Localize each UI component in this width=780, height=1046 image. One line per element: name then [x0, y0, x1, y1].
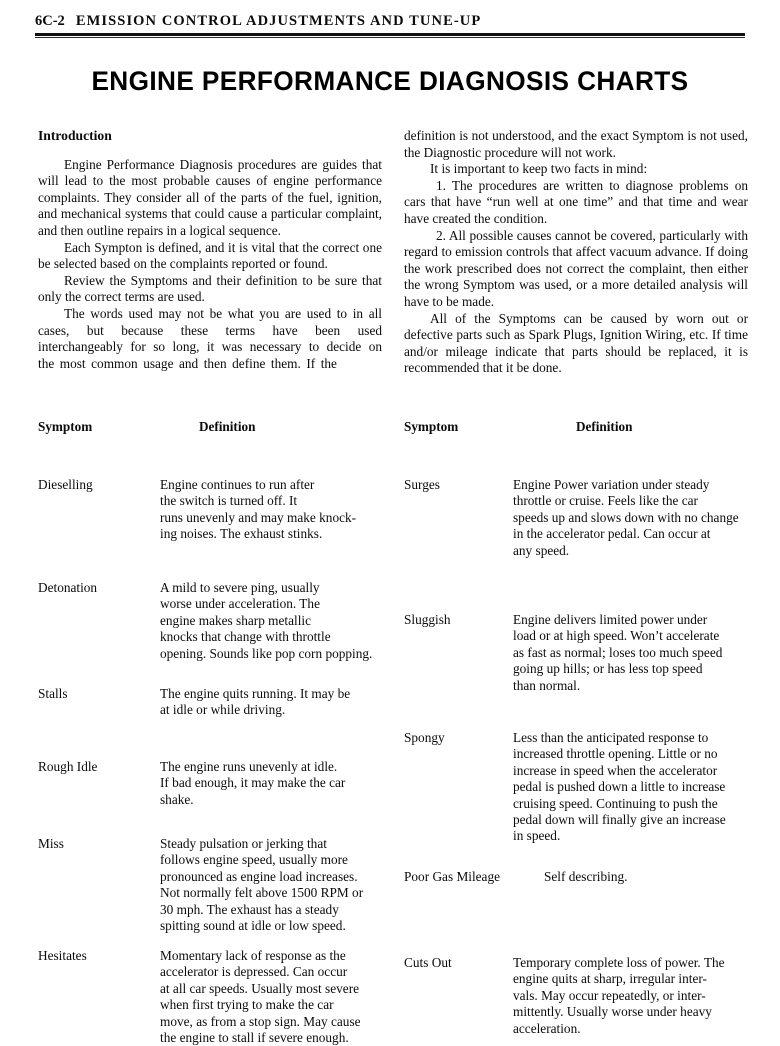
definition-line: If bad enough, it may make the car	[160, 775, 346, 791]
definition-text	[160, 759, 390, 808]
definition-text	[160, 477, 390, 543]
intro-column-right	[404, 128, 748, 377]
definition-line: the engine to stall if severe enough.	[160, 1030, 349, 1046]
table-rows-left	[38, 445, 383, 1046]
definition-line: than normal.	[513, 677, 581, 693]
symptom-label: Miss	[38, 836, 64, 851]
definition-line: the switch is turned off. It	[160, 493, 298, 509]
symptom-label: Spongy	[404, 730, 445, 745]
definition-line: increase in speed when the accelerator	[513, 762, 718, 778]
definition-text	[160, 836, 390, 934]
definition-text	[513, 730, 758, 845]
intro-heading: Introduction	[38, 128, 112, 143]
symptom-label: Detonation	[38, 580, 98, 595]
intro-paragraph-numbered: 1. The procedures are written to diagnose problems on cars that have “run well at one time” and that time and wear have created the condition.	[404, 177, 748, 226]
definition-line: Engine continues to run after	[160, 477, 315, 492]
definition-line: opening. Sounds like pop corn popping.	[160, 645, 373, 661]
definition-line: at all car speeds. Usually most severe	[160, 980, 360, 996]
definition-line: Self describing.	[544, 869, 628, 884]
definition-line: in speed.	[513, 828, 561, 844]
intro-paragraph: The words used may not be what you are used to in all cases, but because these terms have been used interchangeably for so long, it was necessary to decide on the most common usage and then define them. If the	[38, 305, 382, 371]
definition-line: any speed.	[513, 542, 570, 558]
symptom-label: Poor Gas Mileage	[404, 869, 501, 884]
intro-paragraph: Engine Performance Diagnosis procedures are guides that will lead to the most probable causes of engine performance complaints. They consider all of the parts of the fuel, ignition, and mechanical systems that could cause a particular complaint, and then outline repairs in a logical sequence.	[38, 156, 382, 238]
definition-line: Engine delivers limited power under	[513, 612, 708, 627]
definition-line: The engine runs unevenly at idle.	[160, 759, 338, 774]
definition-line: runs unevenly and may make knock-	[160, 509, 357, 525]
definition-line: shake.	[160, 791, 194, 807]
intro-paragraph: Review the Symptoms and their definition to be sure that only the correct terms are used.	[38, 272, 382, 305]
definition-line: Less than the anticipated response to	[513, 730, 709, 745]
symptom-label: Rough Idle	[38, 759, 98, 774]
running-head-title: EMISSION CONTROL ADJUSTMENTS AND TUNE-UP	[75, 13, 482, 29]
page-folio: 6C-2	[35, 13, 65, 29]
intro-paragraph: definition is not understood, and the exact Symptom is not used, the Diagnostic procedure will not work.	[404, 128, 748, 160]
definition-text	[513, 612, 758, 694]
definition-text	[160, 580, 390, 662]
definition-line: Engine Power variation under steady	[513, 477, 710, 492]
definition-line: engine quits at sharp, irregular inter-	[513, 971, 707, 987]
definition-text	[160, 686, 390, 719]
definition-line: when first trying to make the car	[160, 997, 334, 1013]
definition-line: as fast as normal; loses too much speed	[513, 644, 723, 660]
definition-line: 30 mph. The exhaust has a steady	[160, 901, 339, 917]
definition-line: in the accelerator pedal. Can occur at	[513, 526, 711, 542]
definition-line: The engine quits running. It may be	[160, 686, 351, 701]
definition-line: pedal is pushed down a little to increase	[513, 779, 726, 795]
symptom-label: Surges	[404, 477, 440, 492]
symptom-label: Stalls	[38, 686, 68, 701]
column-header-symptom: Symptom	[38, 419, 93, 434]
table-header-row	[404, 419, 752, 445]
symptom-table-right	[404, 419, 752, 1037]
definition-line: follows engine speed, usually more	[160, 852, 348, 868]
table-rows-right	[404, 445, 752, 1037]
definition-line: move, as from a stop sign. May cause	[160, 1013, 361, 1029]
definition-line: Not normally felt above 1500 RPM or	[160, 885, 364, 901]
definition-line: Temporary complete loss of power. The	[513, 955, 725, 970]
definition-line: ing noises. The exhaust stinks.	[160, 526, 323, 542]
intro-paragraph: Each Sympton is defined, and it is vital that the correct one be selected based on the complaints reported or found.	[38, 239, 382, 272]
definition-line: load or at high speed. Won’t accelerate	[513, 628, 720, 644]
definition-text	[513, 955, 758, 1037]
definition-line: speeds up and slows down with no change	[513, 509, 739, 525]
definition-line: throttle or cruise. Feels like the car	[513, 493, 698, 509]
definition-line: worse under acceleration. The	[160, 596, 320, 612]
intro-column-left	[38, 128, 382, 372]
header-rule	[35, 33, 745, 36]
column-header-definition: Definition	[576, 419, 633, 434]
table-header-row	[38, 419, 383, 445]
column-header-definition: Definition	[199, 419, 256, 434]
symptom-label: Cuts Out	[404, 955, 452, 970]
running-head	[35, 12, 745, 30]
definition-line: acceleration.	[513, 1020, 581, 1036]
symptom-label: Dieselling	[38, 477, 93, 492]
definition-line: Momentary lack of response as the	[160, 948, 346, 963]
definition-line: vals. May occur repeatedly, or inter-	[513, 987, 706, 1003]
definition-text	[513, 477, 758, 559]
page-title: ENGINE PERFORMANCE DIAGNOSIS CHARTS	[91, 66, 689, 96]
intro-paragraph: All of the Symptoms can be caused by worn out or defective parts such as Spark Plugs, Ignition Wiring, etc. If time and/or mileage indicate that parts should be replaced, it is recommended that it be done.	[404, 310, 748, 376]
definition-text	[160, 948, 390, 1046]
column-header-symptom: Symptom	[404, 419, 459, 434]
definition-line: cruising speed. Continuing to push the	[513, 795, 718, 811]
definition-line: increased throttle opening. Little or no	[513, 746, 718, 762]
definition-line: A mild to severe ping, usually	[160, 580, 320, 595]
intro-paragraph-numbered: 2. All possible causes cannot be covered, particularly with regard to emission controls that affect vacuum advance. If doing the work prescribed does not correct the complaint, then either the wrong Symptom was used, or a more detailed analysis will have to be made.	[404, 227, 748, 309]
symptom-label: Sluggish	[404, 612, 451, 627]
definition-text	[544, 869, 759, 885]
definition-line: at idle or while driving.	[160, 702, 286, 718]
symptom-table-left	[38, 419, 383, 1046]
definition-line: going up hills; or has less top speed	[513, 661, 703, 677]
header-rule-thin	[35, 37, 745, 38]
definition-line: mittently. Usually worse under heavy	[513, 1004, 712, 1020]
definition-line: Steady pulsation or jerking that	[160, 836, 327, 851]
definition-line: pedal down will finally give an increase	[513, 812, 726, 828]
definition-line: accelerator is depressed. Can occur	[160, 964, 348, 980]
intro-paragraph: It is important to keep two facts in mind:	[430, 161, 648, 177]
definition-line: knocks that change with throttle	[160, 629, 331, 645]
definition-line: pronounced as engine load increases.	[160, 868, 358, 884]
symptom-label: Hesitates	[38, 948, 87, 963]
definition-line: engine makes sharp metallic	[160, 612, 312, 628]
definition-line: spitting sound at idle or low speed.	[160, 918, 346, 934]
